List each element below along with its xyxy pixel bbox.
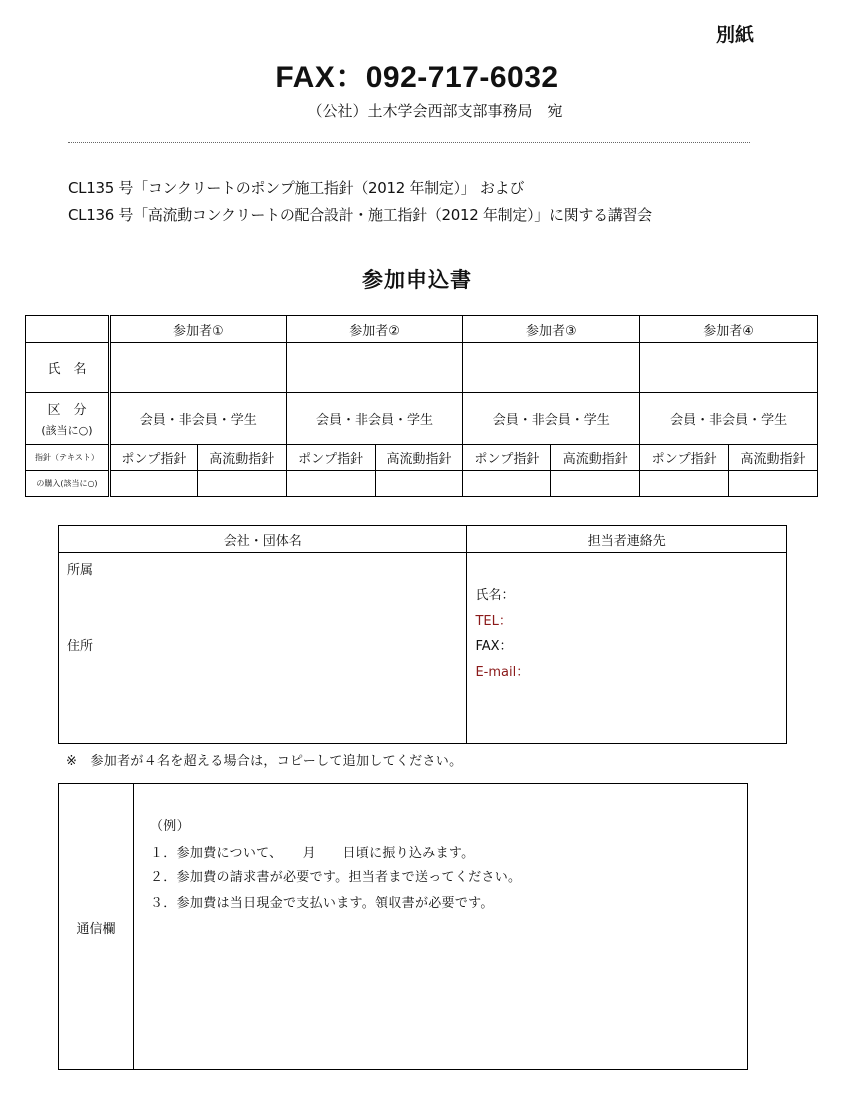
corner-cell [26, 316, 110, 343]
contact-name-label: 氏名： [475, 588, 515, 603]
communication-label: 通信欄 [76, 922, 116, 937]
name-row [26, 343, 818, 393]
text-purchase-mark-row [26, 471, 818, 497]
pump-guide-option[interactable]: ポンプ指針 [109, 445, 197, 471]
category-row [26, 393, 818, 445]
communication-box [58, 783, 748, 1070]
pump-guide-option[interactable]: ポンプ指針 [286, 445, 375, 471]
category-options[interactable]: 会員・非会員・学生 [640, 393, 818, 445]
example-title: （例） [150, 819, 190, 834]
participant-header: 参加者④ [640, 316, 818, 343]
mark-field[interactable] [729, 471, 818, 497]
mark-field[interactable] [375, 471, 463, 497]
category-label-cell [26, 393, 110, 445]
company-field[interactable] [59, 553, 467, 744]
contact-table [58, 525, 787, 744]
attachment-label: 別紙 [716, 24, 755, 46]
high-fluidity-guide-option[interactable]: 高流動指針 [197, 445, 286, 471]
participant-header: 参加者② [286, 316, 463, 343]
text-purchase-row [26, 445, 818, 471]
fax-number: FAX：092-717-6032 [275, 61, 559, 94]
name-field[interactable] [640, 343, 818, 393]
addressee: （公社）土木学会西部支部事務局 宛 [307, 102, 563, 120]
text-purchase-label-top: 指針（テキスト） [26, 445, 110, 471]
category-options[interactable]: 会員・非会員・学生 [286, 393, 463, 445]
mark-field[interactable] [640, 471, 729, 497]
participants-header-row [26, 316, 818, 343]
mark-field[interactable] [197, 471, 286, 497]
contact-header: 担当者連絡先 [467, 526, 787, 553]
category-note: (該当に○) [41, 424, 93, 437]
name-field[interactable] [463, 343, 640, 393]
category-label: 区 分 [47, 403, 87, 418]
name-field[interactable] [286, 343, 463, 393]
category-options[interactable]: 会員・非会員・学生 [109, 393, 286, 445]
participant-header: 参加者③ [463, 316, 640, 343]
mark-field[interactable] [551, 471, 640, 497]
example-line: １．参加費について、 月 日頃に振り込みます。 [150, 846, 475, 861]
dotted-divider [68, 142, 750, 143]
form-title: 参加申込書 [362, 268, 472, 292]
address-label: 住所 [67, 639, 94, 654]
pump-guide-option[interactable]: ポンプ指針 [463, 445, 551, 471]
mark-field[interactable] [109, 471, 197, 497]
mark-field[interactable] [463, 471, 551, 497]
contact-field[interactable] [467, 553, 787, 744]
high-fluidity-guide-option[interactable]: 高流動指針 [729, 445, 818, 471]
example-line: ２．参加費の請求書が必要です。担当者まで送ってください。 [150, 870, 522, 885]
high-fluidity-guide-option[interactable]: 高流動指針 [375, 445, 463, 471]
communication-label-cell [59, 784, 134, 1069]
text-purchase-label-bottom: の購入(該当に○) [26, 471, 110, 497]
tel-label: TEL： [475, 614, 512, 629]
communication-field[interactable] [134, 784, 747, 1069]
category-options[interactable]: 会員・非会員・学生 [463, 393, 640, 445]
affiliation-label: 所属 [67, 563, 94, 578]
name-label: 氏 名 [26, 343, 110, 393]
example-line: ３．参加費は当日現金で支払います。領収書が必要です。 [150, 896, 494, 911]
pump-guide-option[interactable]: ポンプ指針 [640, 445, 729, 471]
high-fluidity-guide-option[interactable]: 高流動指針 [551, 445, 640, 471]
company-header: 会社・団体名 [59, 526, 467, 553]
course-title-line1: CL135 号「コンクリートのポンプ施工指針（2012 年制定）」 および [68, 179, 525, 197]
mark-field[interactable] [286, 471, 375, 497]
participants-table [25, 315, 818, 497]
course-title-line2: CL136 号「高流動コンクリートの配合設計・施工指針（2012 年制定）」に関する講習会 [68, 206, 652, 224]
name-field[interactable] [109, 343, 286, 393]
email-label: E-mail： [475, 665, 530, 680]
overflow-note: ※ 参加者が４名を超える場合は，コピーして追加してください。 [66, 754, 463, 769]
fax-label: FAX： [475, 639, 513, 654]
participant-header: 参加者① [109, 316, 286, 343]
